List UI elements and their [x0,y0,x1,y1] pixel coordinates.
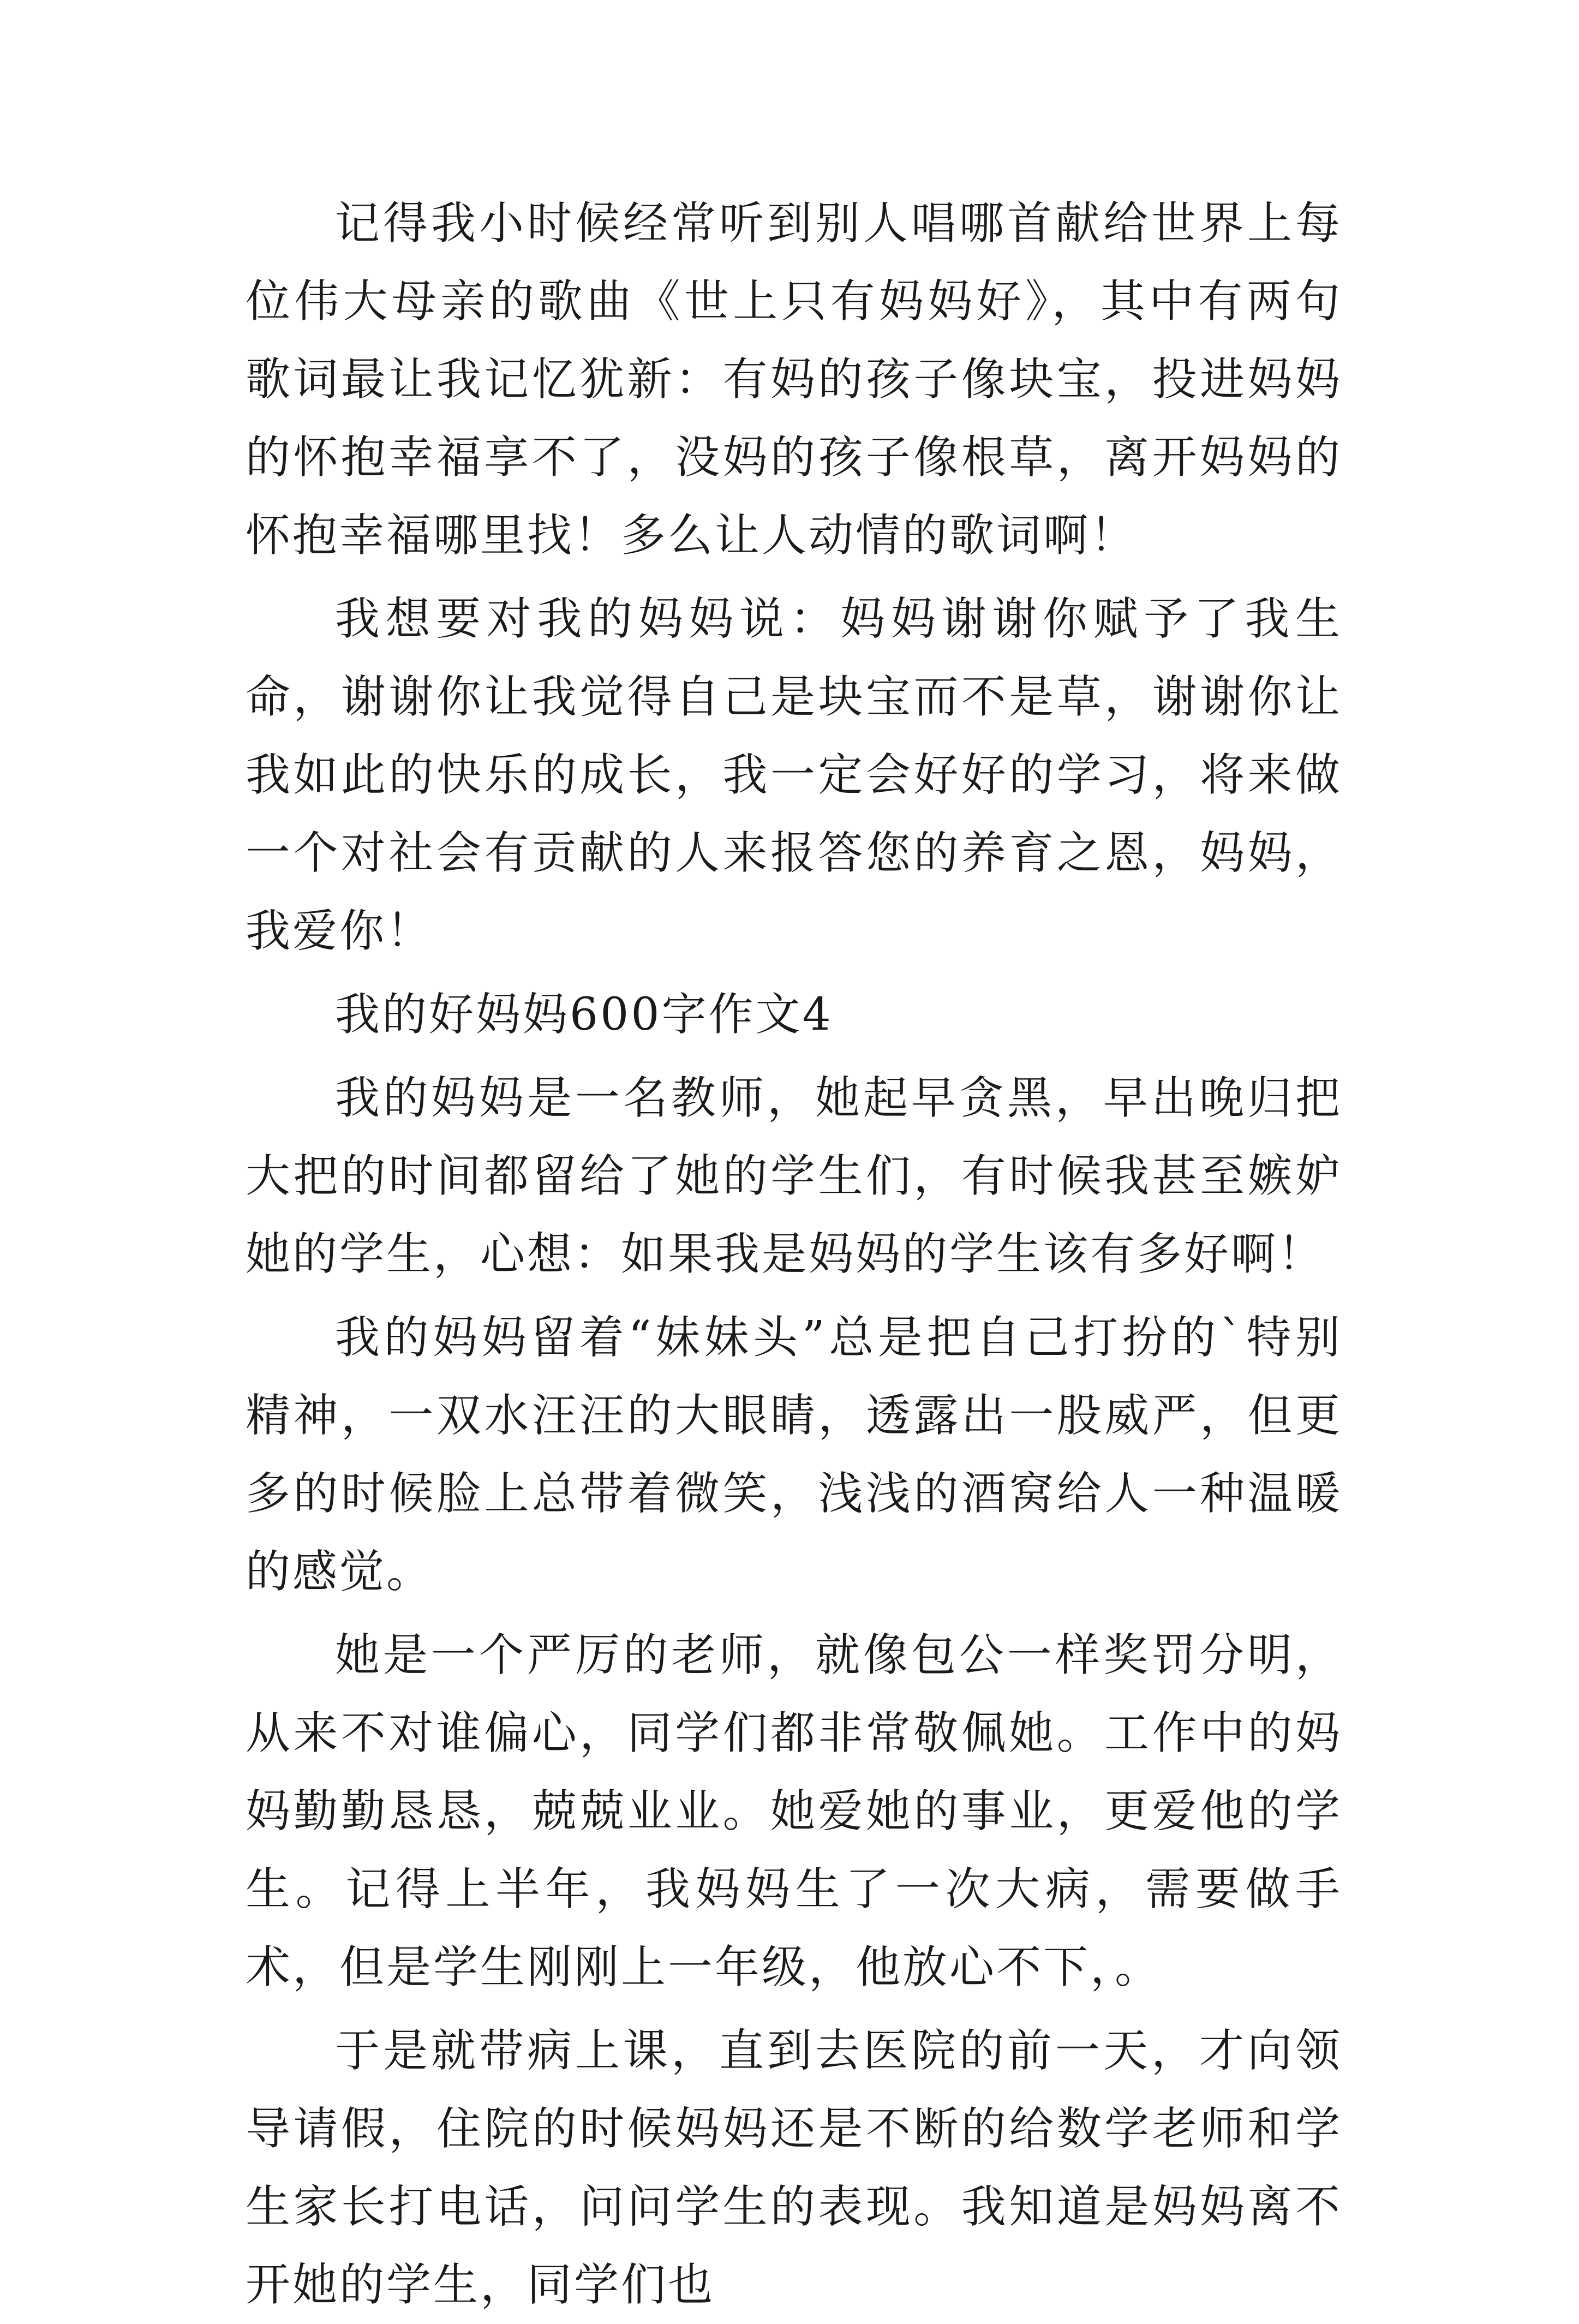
paragraph-6: 于是就带病上课，直到去医院的前一天，才向领导请假，住院的时候妈妈还是不断的给数学老师和学生家长打电话，问问学生的表现。我知道是妈妈离不开她的学生，同学们也 [246,2025,1342,2311]
paragraph-5: 她是一个严厉的老师，就像包公一样奖罚分明，从来不对谁偏心，同学们都非常敬佩她。工作中的妈妈勤勤恳恳，兢兢业业。她爱她的事业，更爱他的学生。记得上半年，我妈妈生了一次大病，需要做手术，但是学生刚刚上一年级，他放心不下，。 [246,1629,1342,1993]
paragraph-3: 我的妈妈是一名教师，她起早贪黑，早出晚归把大把的时间都留给了她的学生们，有时候我甚至嫉妒她的学生，心想：如果我是妈妈的学生该有多好啊！ [246,1072,1342,1280]
paragraph-4: 我的妈妈留着“妹妹头”总是把自己打扮的`特别精神，一双水汪汪的大眼睛，透露出一股威严，但更多的时候脸上总带着微笑，浅浅的酒窝给人一种温暖的感觉。 [246,1312,1342,1598]
document-body [246,184,1342,2324]
paragraph-2: 我想要对我的妈妈说：妈妈谢谢你赋予了我生命，谢谢你让我觉得自己是块宝而不是草，谢谢你让我如此的快乐的成长，我一定会好好的学习，将来做一个对社会有贡献的人来报答您的养育之恩，妈妈，我爱你！ [246,593,1342,957]
section-heading: 我的好妈妈600字作文4 [335,989,833,1041]
paragraph-1: 记得我小时候经常听到别人唱哪首献给世界上每位伟大母亲的歌曲《世上只有妈妈好》，其中有两句歌词最让我记忆犹新：有妈的孩子像块宝，投进妈妈的怀抱幸福享不了，没妈的孩子像根草，离开妈妈的怀抱幸福哪里找！多么让人动情的歌词啊！ [246,198,1342,561]
